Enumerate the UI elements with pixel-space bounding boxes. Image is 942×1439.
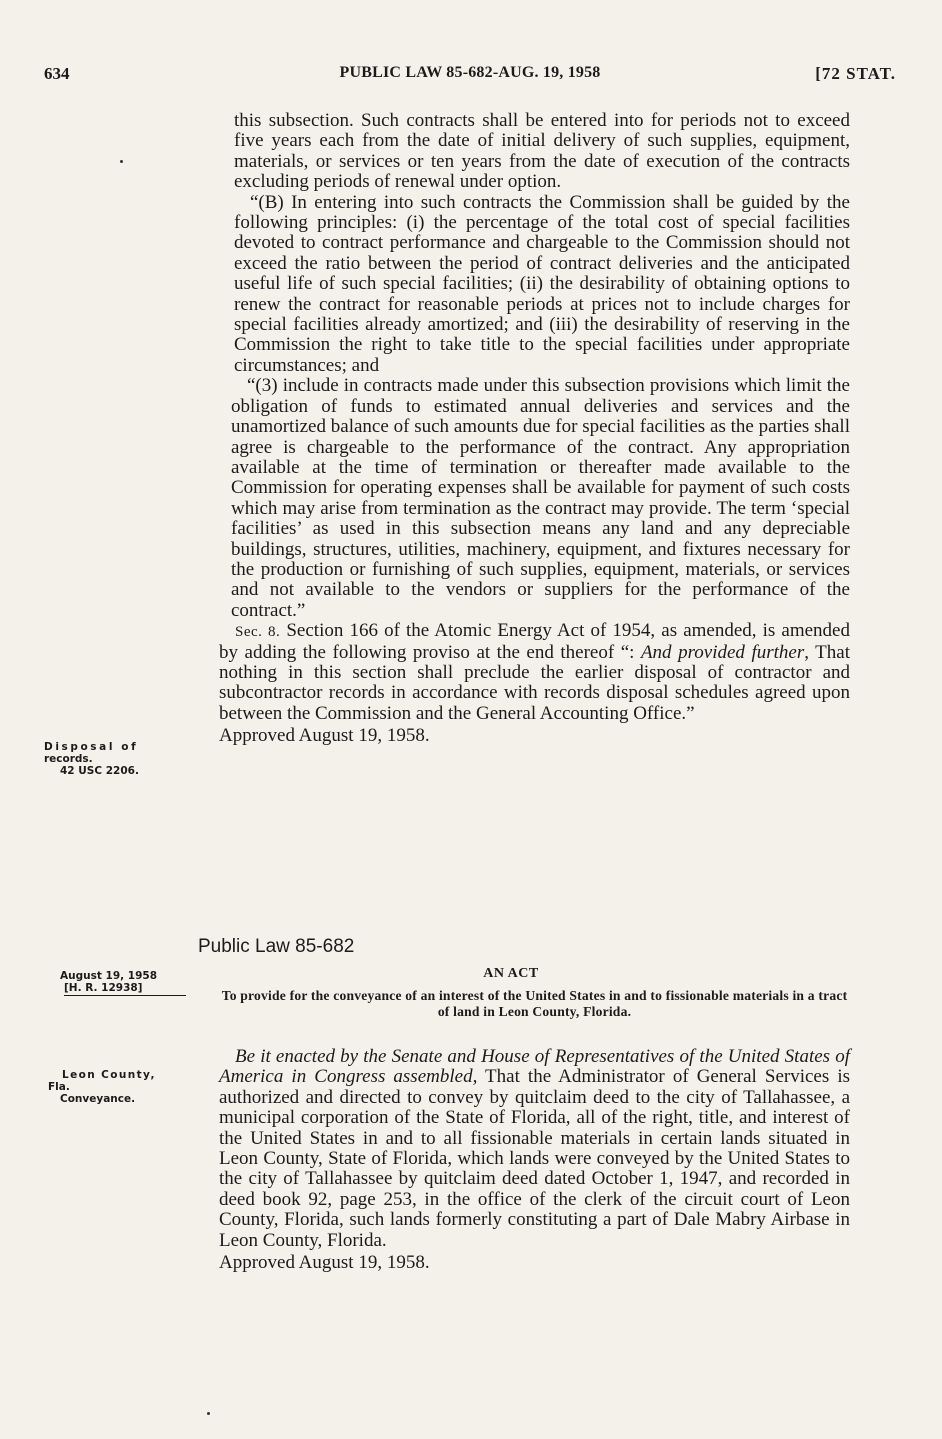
paragraph-subsection-end: this subsection. Such contracts shall be entered into for periods not to exceed five years each from the date of initial delivery of such supplies, equipment, materials, or services or ten years from the date of execution of the contracts excluding periods of renewal under option. — [234, 110, 850, 193]
margin-note-leon-line2: Fla. — [48, 1081, 70, 1093]
section-text — [219, 111, 850, 747]
margin-note-leon-line1: Leon County, — [62, 1069, 156, 1081]
margin-note-disposal — [44, 741, 186, 777]
act-purpose: To provide for the conveyance of an interest of the United States in and to fissionable materials in a tract of land in Leon County, Florida. — [221, 988, 848, 1019]
act-body: That the Administrator of General Services is authorized and directed to convey by quitclaim deed to the city of Tallahassee, a municipal corporation of the State of Florida, all of the right, title, and interest of the United States in and to all fissionable materials in certain lands situated in Leon County, State of Florida, which lands were conveyed by the United States to the city of Tallahassee by quitclaim deed dated October 1, 1947, and recorded in deed book 92, page 253, in the office of the clerk of the circuit court of Leon County, Florida, such lands formerly constituting a part of Dale Mabry Airbase in Leon County, Florida. — [219, 1066, 850, 1251]
section-8-text-a: Section 166 of the Atomic Energy Act of 1954, as amended, is amended by adding the following proviso at the end thereof “: — [219, 620, 850, 663]
paragraph-b-principles: “(B) In entering into such contracts the Commission shall be guided by the following principles: (i) the percentage of the total cost of special facilities devoted to contract performance and chargeable to the Commission should not exceed the ratio between the period of contract deliveries and the anticipated useful life of such special facilities; (ii) the desirability of obtaining options to renew the contract for reasonable periods at prices not to include charges for special facilities already amortized; and (iii) the desirability of reserving in the Commission the right to take title to the special facilities under appropriate circumstances; and — [234, 191, 850, 376]
page-number: 634 — [44, 64, 70, 83]
margin-note-date-line1: August 19, 1958 — [60, 970, 157, 982]
paragraph-3-provisions: “(3) include in contracts made under this subsection provisions which limit the obligation of funds to estimated annual deliveries and services and the unamortized balance of such amounts due for special facilities as the parties shall agree is chargeable to the performance of the contract. Any appropriation available at the time of termination or thereafter made available to the Commission for operating expenses shall be available for payment of such costs which may arise from termination as the contract may provide. The term ‘special facilities’ as used in this subsection means any land and any depreciable buildings, structures, utilities, machinery, equipment, and fixtures necessary for the production or furnishing of such supplies, equipment, materials, or services and not available to the vendors or suppliers for the performance of the contract.” — [231, 375, 850, 621]
running-header — [44, 64, 896, 88]
bill-number: [H. R. 12938] — [64, 982, 186, 996]
margin-note-disposal-line1: Disposal of — [44, 741, 139, 753]
statute-reference: [72 STAT. — [815, 64, 896, 83]
header-title: PUBLIC LAW 85-682-AUG. 19, 1958 — [339, 64, 601, 81]
an-act-label: AN ACT — [483, 966, 539, 981]
margin-note-leon-line3: Conveyance. — [60, 1093, 136, 1105]
speck-mark — [120, 160, 123, 163]
section-8-italic: And provided further — [640, 641, 805, 663]
approved-date-1: Approved August 19, 1958. — [219, 725, 430, 747]
margin-note-leon — [44, 1069, 186, 1105]
public-law-title: Public Law 85-682 — [198, 936, 355, 957]
margin-note-disposal-line3: 42 USC 2206. — [60, 765, 139, 777]
act-text — [219, 1047, 850, 1273]
enacting-clause: Be it enacted by the Senate and House of Representatives of the United States of America in Congress assembled, — [219, 1046, 850, 1088]
section-8-label: Sec. 8. — [235, 624, 281, 641]
act-enactment-paragraph — [219, 1047, 850, 1251]
section-8-paragraph — [219, 621, 850, 724]
section-8-text-b: , That nothing in this section shall preclude the earlier disposal of contractor and subcontractor records in accordance with records disposal schedules agreed upon between the Commission and the General Accounting Office.” — [219, 641, 850, 724]
margin-note-date-line2 — [44, 982, 186, 996]
approved-date-2: Approved August 19, 1958. — [219, 1252, 430, 1274]
margin-note-disposal-line2: records. — [44, 753, 93, 765]
speck-mark — [207, 1412, 210, 1415]
